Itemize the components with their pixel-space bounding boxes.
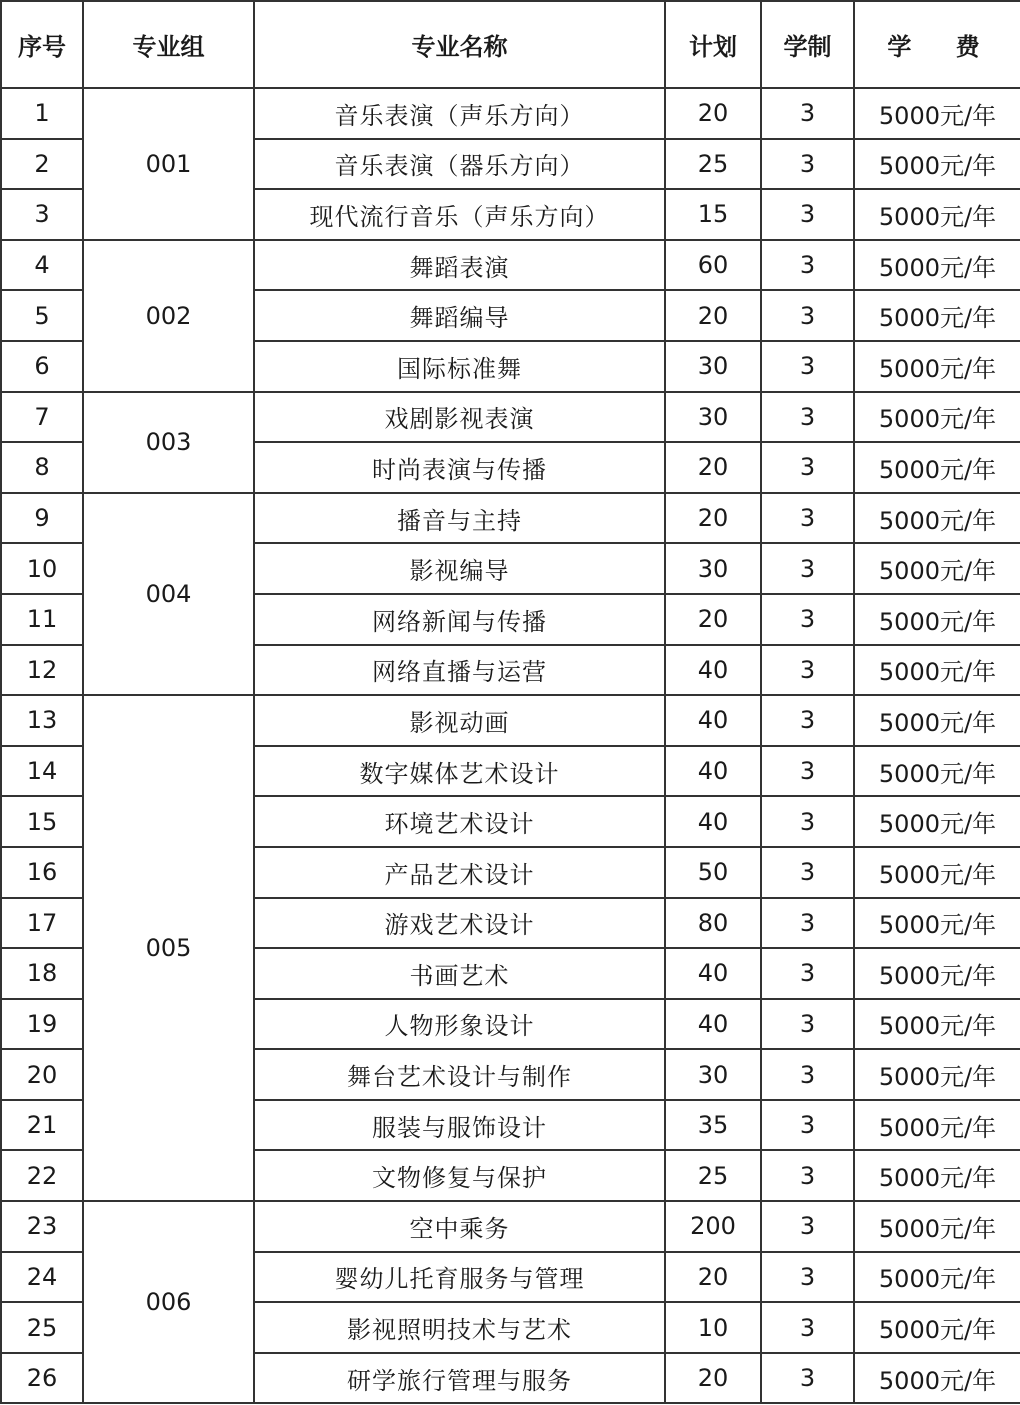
study-years: 3 bbox=[761, 948, 854, 999]
header-index: 序号 bbox=[1, 1, 83, 88]
tuition-fee: 5000元/年 bbox=[854, 543, 1020, 594]
study-years: 3 bbox=[761, 796, 854, 847]
enrollment-plan: 30 bbox=[665, 341, 761, 392]
study-years: 3 bbox=[761, 392, 854, 443]
header-group: 专业组 bbox=[83, 1, 254, 88]
enrollment-plan: 80 bbox=[665, 898, 761, 949]
major-name: 环境艺术设计 bbox=[254, 796, 665, 847]
study-years: 3 bbox=[761, 290, 854, 341]
major-group-code: 002 bbox=[83, 240, 254, 392]
enrollment-plan: 40 bbox=[665, 796, 761, 847]
major-name: 文物修复与保护 bbox=[254, 1150, 665, 1201]
major-name: 网络直播与运营 bbox=[254, 645, 665, 696]
tuition-fee: 5000元/年 bbox=[854, 746, 1020, 797]
tuition-fee: 5000元/年 bbox=[854, 796, 1020, 847]
row-index: 20 bbox=[1, 1049, 83, 1100]
row-index: 16 bbox=[1, 847, 83, 898]
enrollment-plan: 20 bbox=[665, 88, 761, 139]
major-name: 舞蹈编导 bbox=[254, 290, 665, 341]
row-index: 12 bbox=[1, 645, 83, 696]
major-name: 戏剧影视表演 bbox=[254, 392, 665, 443]
enrollment-plan: 40 bbox=[665, 645, 761, 696]
row-index: 10 bbox=[1, 543, 83, 594]
major-name: 音乐表演（声乐方向） bbox=[254, 88, 665, 139]
header-fee: 学 费 bbox=[854, 1, 1020, 88]
study-years: 3 bbox=[761, 645, 854, 696]
tuition-fee: 5000元/年 bbox=[854, 1049, 1020, 1100]
enrollment-plan: 25 bbox=[665, 139, 761, 190]
study-years: 3 bbox=[761, 341, 854, 392]
enrollment-plan: 60 bbox=[665, 240, 761, 291]
major-name: 舞台艺术设计与制作 bbox=[254, 1049, 665, 1100]
tuition-fee: 5000元/年 bbox=[854, 594, 1020, 645]
major-group-code: 005 bbox=[83, 695, 254, 1201]
enrollment-plan: 30 bbox=[665, 1049, 761, 1100]
table-row bbox=[1, 1201, 1020, 1252]
enrollment-plan: 30 bbox=[665, 392, 761, 443]
row-index: 7 bbox=[1, 392, 83, 443]
row-index: 15 bbox=[1, 796, 83, 847]
major-name: 研学旅行管理与服务 bbox=[254, 1353, 665, 1404]
table-row bbox=[1, 493, 1020, 544]
row-index: 18 bbox=[1, 948, 83, 999]
major-name: 现代流行音乐（声乐方向） bbox=[254, 189, 665, 240]
major-name: 产品艺术设计 bbox=[254, 847, 665, 898]
enrollment-plan: 15 bbox=[665, 189, 761, 240]
enrollment-plan: 30 bbox=[665, 543, 761, 594]
major-name: 服装与服饰设计 bbox=[254, 1100, 665, 1151]
tuition-fee: 5000元/年 bbox=[854, 240, 1020, 291]
major-name: 数字媒体艺术设计 bbox=[254, 746, 665, 797]
row-index: 6 bbox=[1, 341, 83, 392]
major-group-code: 004 bbox=[83, 493, 254, 695]
enrollment-plan: 25 bbox=[665, 1150, 761, 1201]
study-years: 3 bbox=[761, 847, 854, 898]
study-years: 3 bbox=[761, 139, 854, 190]
row-index: 2 bbox=[1, 139, 83, 190]
tuition-fee: 5000元/年 bbox=[854, 1100, 1020, 1151]
row-index: 8 bbox=[1, 442, 83, 493]
study-years: 3 bbox=[761, 898, 854, 949]
table-row bbox=[1, 240, 1020, 291]
study-years: 3 bbox=[761, 1049, 854, 1100]
major-name: 影视照明技术与艺术 bbox=[254, 1302, 665, 1353]
enrollment-plan: 20 bbox=[665, 290, 761, 341]
major-name: 游戏艺术设计 bbox=[254, 898, 665, 949]
header-years: 学制 bbox=[761, 1, 854, 88]
major-name: 影视编导 bbox=[254, 543, 665, 594]
row-index: 13 bbox=[1, 695, 83, 746]
tuition-fee: 5000元/年 bbox=[854, 898, 1020, 949]
tuition-fee: 5000元/年 bbox=[854, 392, 1020, 443]
study-years: 3 bbox=[761, 1150, 854, 1201]
row-index: 4 bbox=[1, 240, 83, 291]
enrollment-plan: 200 bbox=[665, 1201, 761, 1252]
study-years: 3 bbox=[761, 1252, 854, 1303]
row-index: 5 bbox=[1, 290, 83, 341]
table-row bbox=[1, 695, 1020, 746]
tuition-fee: 5000元/年 bbox=[854, 1353, 1020, 1404]
row-index: 11 bbox=[1, 594, 83, 645]
major-name: 时尚表演与传播 bbox=[254, 442, 665, 493]
row-index: 14 bbox=[1, 746, 83, 797]
major-name: 音乐表演（器乐方向） bbox=[254, 139, 665, 190]
row-index: 17 bbox=[1, 898, 83, 949]
enrollment-plan: 20 bbox=[665, 1252, 761, 1303]
study-years: 3 bbox=[761, 594, 854, 645]
enrollment-plan: 40 bbox=[665, 746, 761, 797]
row-index: 25 bbox=[1, 1302, 83, 1353]
study-years: 3 bbox=[761, 442, 854, 493]
study-years: 3 bbox=[761, 1100, 854, 1151]
major-name: 空中乘务 bbox=[254, 1201, 665, 1252]
major-name: 影视动画 bbox=[254, 695, 665, 746]
header-row bbox=[1, 1, 1020, 88]
header-major: 专业名称 bbox=[254, 1, 665, 88]
major-name: 书画艺术 bbox=[254, 948, 665, 999]
row-index: 19 bbox=[1, 999, 83, 1050]
study-years: 3 bbox=[761, 1201, 854, 1252]
tuition-fee: 5000元/年 bbox=[854, 189, 1020, 240]
row-index: 26 bbox=[1, 1353, 83, 1404]
row-index: 22 bbox=[1, 1150, 83, 1201]
tuition-fee: 5000元/年 bbox=[854, 1150, 1020, 1201]
study-years: 3 bbox=[761, 999, 854, 1050]
enrollment-plan: 50 bbox=[665, 847, 761, 898]
tuition-fee: 5000元/年 bbox=[854, 1201, 1020, 1252]
tuition-fee: 5000元/年 bbox=[854, 948, 1020, 999]
tuition-fee: 5000元/年 bbox=[854, 493, 1020, 544]
major-name: 婴幼儿托育服务与管理 bbox=[254, 1252, 665, 1303]
table-body bbox=[1, 88, 1020, 1403]
tuition-fee: 5000元/年 bbox=[854, 88, 1020, 139]
major-name: 国际标准舞 bbox=[254, 341, 665, 392]
tuition-fee: 5000元/年 bbox=[854, 1302, 1020, 1353]
enrollment-plan: 40 bbox=[665, 948, 761, 999]
major-name: 舞蹈表演 bbox=[254, 240, 665, 291]
study-years: 3 bbox=[761, 189, 854, 240]
tuition-fee: 5000元/年 bbox=[854, 1252, 1020, 1303]
tuition-fee: 5000元/年 bbox=[854, 999, 1020, 1050]
enrollment-plan: 10 bbox=[665, 1302, 761, 1353]
study-years: 3 bbox=[761, 695, 854, 746]
tuition-fee: 5000元/年 bbox=[854, 290, 1020, 341]
enrollment-plan: 40 bbox=[665, 999, 761, 1050]
study-years: 3 bbox=[761, 240, 854, 291]
enrollment-plan: 20 bbox=[665, 1353, 761, 1404]
major-group-code: 001 bbox=[83, 88, 254, 240]
tuition-fee: 5000元/年 bbox=[854, 847, 1020, 898]
header-plan: 计划 bbox=[665, 1, 761, 88]
row-index: 3 bbox=[1, 189, 83, 240]
study-years: 3 bbox=[761, 493, 854, 544]
row-index: 9 bbox=[1, 493, 83, 544]
study-years: 3 bbox=[761, 88, 854, 139]
table-row bbox=[1, 88, 1020, 139]
table-row bbox=[1, 392, 1020, 443]
major-name: 人物形象设计 bbox=[254, 999, 665, 1050]
study-years: 3 bbox=[761, 1353, 854, 1404]
row-index: 21 bbox=[1, 1100, 83, 1151]
enrollment-plan: 20 bbox=[665, 493, 761, 544]
study-years: 3 bbox=[761, 543, 854, 594]
table-header bbox=[1, 1, 1020, 88]
row-index: 1 bbox=[1, 88, 83, 139]
study-years: 3 bbox=[761, 1302, 854, 1353]
enrollment-plan: 40 bbox=[665, 695, 761, 746]
row-index: 24 bbox=[1, 1252, 83, 1303]
tuition-fee: 5000元/年 bbox=[854, 645, 1020, 696]
tuition-fee: 5000元/年 bbox=[854, 139, 1020, 190]
enrollment-plan: 35 bbox=[665, 1100, 761, 1151]
tuition-fee: 5000元/年 bbox=[854, 341, 1020, 392]
enrollment-plan: 20 bbox=[665, 442, 761, 493]
enrollment-plan: 20 bbox=[665, 594, 761, 645]
major-group-code: 006 bbox=[83, 1201, 254, 1403]
tuition-fee: 5000元/年 bbox=[854, 442, 1020, 493]
major-name: 播音与主持 bbox=[254, 493, 665, 544]
major-name: 网络新闻与传播 bbox=[254, 594, 665, 645]
row-index: 23 bbox=[1, 1201, 83, 1252]
tuition-fee: 5000元/年 bbox=[854, 695, 1020, 746]
study-years: 3 bbox=[761, 746, 854, 797]
major-group-code: 003 bbox=[83, 392, 254, 493]
